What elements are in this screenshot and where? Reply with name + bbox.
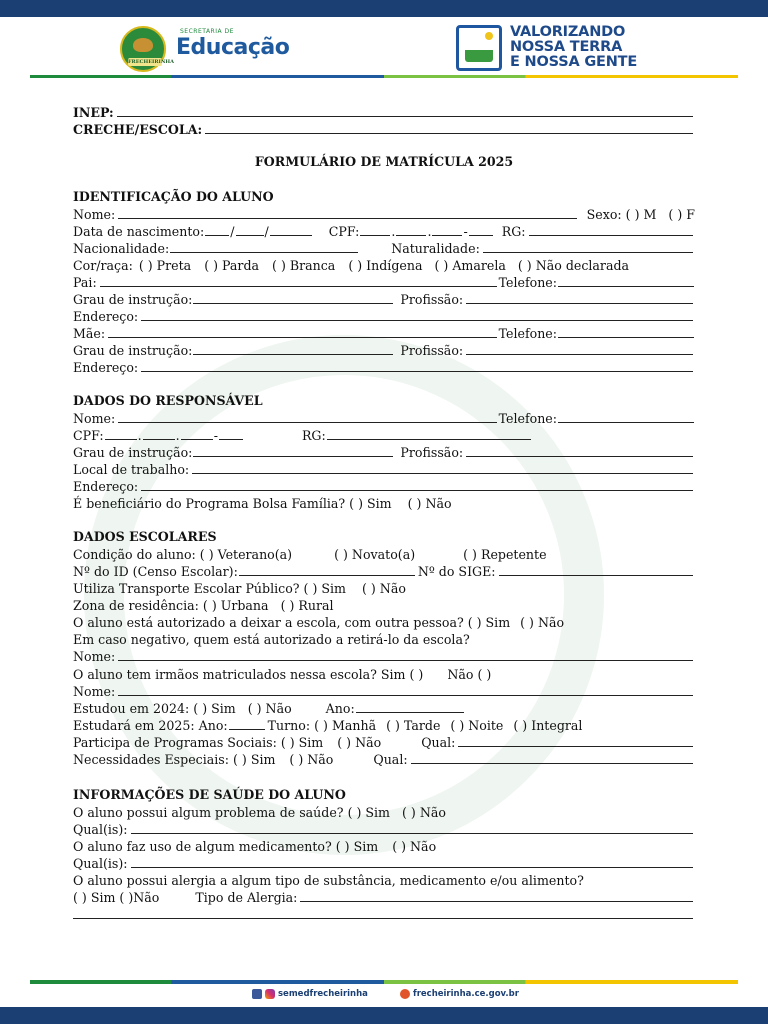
estudou-sim-option[interactable]: Estudou em 2024: ( ) Sim [73,701,236,716]
id-censo-label: Nº do ID (Censo Escolar): [73,564,238,579]
resp-endereco-field[interactable] [141,489,693,491]
bolsa-nao-option[interactable]: ( ) Não [407,496,452,511]
resp-nome-row [73,409,695,426]
resp-cpf-row [73,426,695,443]
zona-rural-option[interactable]: ( ) Rural [280,598,334,613]
mae-endereco-field[interactable] [141,370,693,372]
cor-branca-option[interactable]: ( ) Branca [272,258,336,273]
slogan-line: NOSSA TERRA [510,39,623,55]
estudara-ano-field[interactable] [229,728,265,730]
problema-saude-row [73,803,695,820]
tipo-alergia-field[interactable] [300,900,693,902]
tipo-alergia-label: Tipo de Alergia: [195,890,298,905]
resp-rg-field[interactable] [327,438,531,440]
bolsa-sim-option[interactable]: É beneficiário do Programa Bolsa Família? ( ) Sim [73,496,392,511]
globe-icon [400,989,410,999]
resp-cpf-part2-field[interactable] [143,438,175,440]
sexo-m-option[interactable]: Sexo: ( ) M [586,207,657,222]
problema-nao-option[interactable]: ( ) Não [402,805,446,820]
resp-nome-field[interactable] [118,421,496,423]
educacao-label: Educação [176,35,290,60]
section-saude: INFORMAÇÕES DE SAÚDE DO ALUNO [73,787,346,802]
id-censo-field[interactable] [239,574,415,576]
profissao-label: Profissão: [400,445,464,460]
cpf-dot: . [175,428,180,443]
qual-label: Qual: [373,752,408,767]
necessidades-row [73,750,695,767]
section-escolares: DADOS ESCOLARES [73,529,217,544]
birth-month-field[interactable] [236,234,264,236]
section-aluno: IDENTIFICAÇÃO DO ALUNO [73,189,274,204]
header-color-stripe [30,75,738,78]
slogan-text [510,25,637,70]
mae-field[interactable] [108,336,496,338]
naturalidade-label: Naturalidade: [391,241,480,256]
mae-grau-row [73,341,695,358]
grau-label: Grau de instrução: [73,292,193,307]
transporte-sim-option[interactable]: Utiliza Transporte Escolar Público? ( ) Sim [73,581,346,596]
resp-grau-field[interactable] [193,455,393,457]
pai-endereco-row [73,307,695,324]
inep-label: INEP: [73,105,114,120]
pai-field[interactable] [100,285,497,287]
pai-grau-field[interactable] [193,302,393,304]
repetente-option[interactable]: ( ) Repetente [463,547,547,562]
estudou-row [73,699,695,716]
turno-tarde-option[interactable]: ( ) Tarde [386,718,441,733]
profissao-label: Profissão: [400,292,464,307]
resp-cpf-digit-field[interactable] [219,438,243,440]
nome-label: Nome: [73,207,116,222]
bolsa-familia-row [73,494,695,511]
resp-local-row [73,460,695,477]
escola-field[interactable] [205,132,693,134]
medicamento-quais-field[interactable] [131,866,693,868]
pai-telefone-field[interactable] [558,285,694,287]
cpf-part2-field[interactable] [396,234,426,236]
problema-quais-field[interactable] [131,832,693,834]
cor-amarela-option[interactable]: ( ) Amarela [434,258,506,273]
zona-urbana-option[interactable]: Zona de residência: ( ) Urbana [73,598,269,613]
estudou-nao-option[interactable]: ( ) Não [247,701,292,716]
qual-label: Qual: [421,735,456,750]
telefone-label: Telefone: [498,411,557,426]
ano-label: Ano: [325,701,355,716]
resp-telefone-field[interactable] [558,421,694,423]
instagram-icon [265,989,275,999]
transporte-row [73,579,695,596]
farm-landscape-icon [456,25,502,71]
aluno-cor-raca-row [73,256,695,273]
resp-grau-row [73,443,695,460]
footer-social [252,989,368,999]
aluno-nome-field[interactable] [118,217,576,219]
id-censo-row [73,562,695,579]
programas-nao-option[interactable]: ( ) Não [337,735,382,750]
mae-profissao-field[interactable] [466,353,693,355]
necessidades-nao-option[interactable]: ( ) Não [289,752,334,767]
caso-negativo-row [73,630,695,647]
nome-label: Nome: [73,411,116,426]
seal-ribbon: FRECHEIRINHA [128,59,175,65]
medicamento-quais-row [73,854,695,871]
programas-sim-option[interactable]: Participa de Programas Sociais: ( ) Sim [73,735,324,750]
caso-negativo-label: Em caso negativo, quem está autorizado a retirá-lo da escola? [73,632,470,647]
date-separator: / [264,224,269,239]
pai-label: Pai: [73,275,97,290]
autorizado-nome-field[interactable] [118,659,693,661]
alergia-options-row [73,888,695,905]
footer-color-stripe [30,980,738,984]
local-trabalho-label: Local de trabalho: [73,462,190,477]
novato-option[interactable]: ( ) Novato(a) [334,547,416,562]
escola-label: CRECHE/ESCOLA: [73,122,203,137]
aluno-nacionalidade-row [73,239,695,256]
birth-day-field[interactable] [205,234,229,236]
alergia-row [73,871,695,888]
resp-endereco-row [73,477,695,494]
mae-grau-field[interactable] [193,353,393,355]
cor-parda-option[interactable]: ( ) Parda [204,258,260,273]
autorizado-nome-row [73,647,695,664]
grau-label: Grau de instrução: [73,445,193,460]
transporte-nao-option[interactable]: ( ) Não [361,581,406,596]
cpf-dash: - [213,428,218,443]
pai-grau-row [73,290,695,307]
inep-row [73,103,695,120]
resp-profissao-field[interactable] [466,455,693,457]
cor-preta-option[interactable]: ( ) Preta [138,258,192,273]
facebook-icon [252,989,262,999]
problema-sim-option[interactable]: O aluno possui algum problema de saúde? ( ) Sim [73,805,390,820]
birth-year-field[interactable] [270,234,312,236]
top-bar [0,0,768,17]
necessidades-qual-field[interactable] [411,762,693,764]
rg-label: RG: [301,428,326,443]
programas-row [73,733,695,750]
turno-noite-option[interactable]: ( ) Noite [450,718,504,733]
resp-cpf-part1-field[interactable] [105,438,137,440]
alergia-extra-row [73,905,695,922]
pai-row [73,273,695,290]
nome-label: Nome: [73,684,116,699]
medicamento-sim-option[interactable]: O aluno faz uso de algum medicamento? ( ) Sim [73,839,379,854]
secretaria-educacao-logo [120,23,310,75]
quais-label: Qual(is): [73,856,128,871]
footer-site [400,989,519,999]
cpf-dot: . [137,428,142,443]
programas-qual-field[interactable] [458,745,693,747]
alergia-extra-field[interactable] [73,917,693,919]
irmaos-sim-option[interactable]: O aluno tem irmãos matriculados nessa escola? Sim ( ) [73,667,424,682]
rg-label: RG: [501,224,526,239]
municipal-seal-icon [120,26,175,72]
sige-field[interactable] [499,574,693,576]
autorizado-nao-option[interactable]: ( ) Não [520,615,565,630]
cpf-dot: . [391,224,396,239]
estudara-ano-label: Estudará em 2025: Ano: [73,718,228,733]
pai-endereco-field[interactable] [141,319,693,321]
secretaria-label: SECRETARIA DE [180,28,234,35]
resp-local-field[interactable] [192,472,693,474]
veterano-option[interactable]: Condição do aluno: ( ) Veterano(a) [73,547,293,562]
date-separator: / [230,224,235,239]
condicao-row [73,545,695,562]
autorizado-row [73,613,695,630]
estudara-row [73,716,695,733]
sige-label: Nº do SIGE: [417,564,496,579]
cpf-digit-field[interactable] [469,234,493,236]
pai-profissao-field[interactable] [466,302,693,304]
aluno-nome-row [73,205,695,222]
grau-label: Grau de instrução: [73,343,193,358]
telefone-label: Telefone: [498,275,557,290]
cpf-dot: . [427,224,432,239]
cor-raca-label: Cor/raça: [73,258,133,273]
nascimento-label: Data de nascimento: [73,224,205,239]
nome-label: Nome: [73,649,116,664]
mae-row [73,324,695,341]
cpf-part1-field[interactable] [360,234,390,236]
medicamento-nao-option[interactable]: ( ) Não [392,839,437,854]
bottom-bar [0,1007,768,1024]
escola-row [73,120,695,137]
quais-label: Qual(is): [73,822,128,837]
slogan-line: E NOSSA GENTE [510,54,638,70]
irmaos-row [73,665,695,682]
medicamento-row [73,837,695,854]
turno-manha-option[interactable]: Turno: ( ) Manhã [267,718,377,733]
cpf-part3-field[interactable] [432,234,462,236]
cpf-label: CPF: [328,224,360,239]
mae-endereco-row [73,358,695,375]
alergia-sim-nao-option[interactable]: ( ) Sim ( )Não [73,890,160,905]
irmaos-nome-field[interactable] [118,694,693,696]
endereco-label: Endereço: [73,309,139,324]
resp-cpf-part3-field[interactable] [181,438,213,440]
problema-quais-row [73,820,695,837]
irmaos-nome-row [73,682,695,699]
necessidades-sim-option[interactable]: Necessidades Especiais: ( ) Sim [73,752,276,767]
slogan-logo [456,21,656,77]
social-handle[interactable]: semedfrecheirinha [278,989,368,999]
nacionalidade-field[interactable] [170,251,358,253]
telefone-label: Telefone: [498,326,557,341]
endereco-label: Endereço: [73,479,139,494]
site-url[interactable]: frecheirinha.ce.gov.br [413,989,519,999]
naturalidade-field[interactable] [483,251,693,253]
cor-indigena-option[interactable]: ( ) Indígena [348,258,423,273]
zona-row [73,596,695,613]
cpf-label: CPF: [73,428,104,443]
aluno-rg-field[interactable] [529,234,693,236]
profissao-label: Profissão: [400,343,464,358]
section-responsavel: DADOS DO RESPONSÁVEL [73,393,263,408]
autorizado-sim-option[interactable]: O aluno está autorizado a deixar a escola, com outra pessoa? ( ) Sim [73,615,511,630]
inep-field[interactable] [117,115,693,117]
irmaos-nao-option[interactable]: Não ( ) [447,667,492,682]
sexo-f-option[interactable]: ( ) F [668,207,695,222]
endereco-label: Endereço: [73,360,139,375]
aluno-nascimento-row [73,222,695,239]
cpf-dash: - [463,224,468,239]
mae-telefone-field[interactable] [558,336,694,338]
slogan-line: VALORIZANDO [510,24,626,40]
mae-label: Mãe: [73,326,106,341]
alergia-question: O aluno possui alergia a algum tipo de substância, medicamento e/ou alimento? [73,873,584,888]
cor-nao-declarada-option[interactable]: ( ) Não declarada [517,258,630,273]
form-title: FORMULÁRIO DE MATRÍCULA 2025 [254,154,514,169]
header [0,17,768,75]
turno-integral-option[interactable]: ( ) Integral [513,718,583,733]
estudou-ano-field[interactable] [356,711,464,713]
nacionalidade-label: Nacionalidade: [73,241,170,256]
